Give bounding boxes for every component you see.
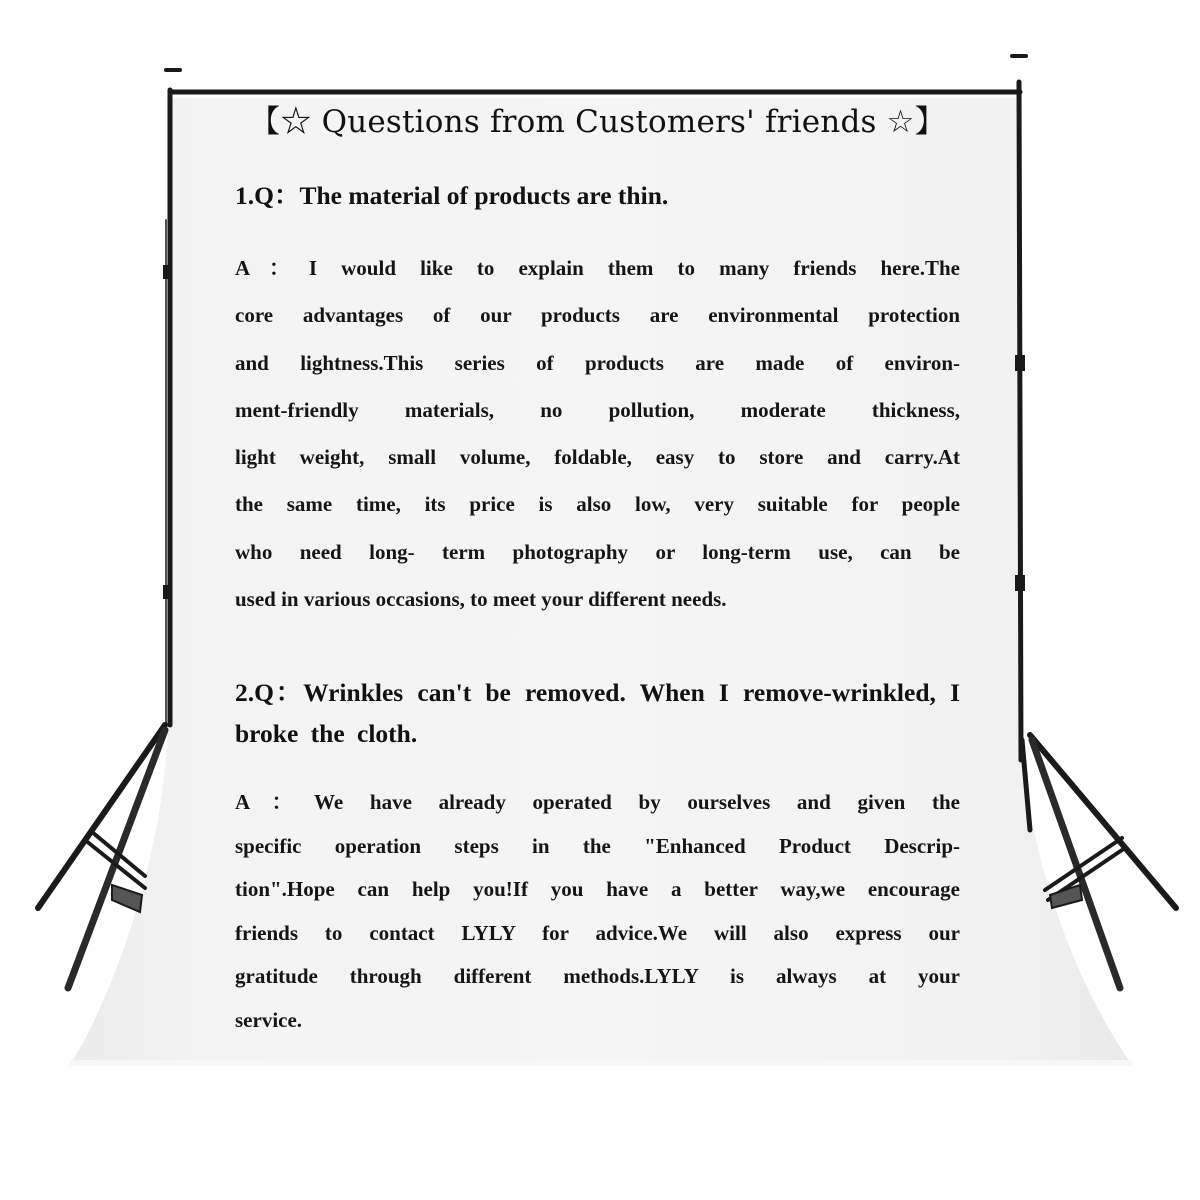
answer-2-line: service.	[235, 1007, 303, 1032]
answer-1-line: who need long- term photography or long-term use, can be	[235, 539, 960, 564]
answer-1-line: light weight, small volume, foldable, easy to store and carry.At	[235, 445, 960, 470]
answer-1-line: and lightness.This series of products are made of environ-	[235, 350, 960, 375]
answer-2-line: gratitude through different methods.LYLY is always at your	[235, 964, 960, 989]
answer-1-line: core advantages of our products are environmental protection	[235, 303, 960, 328]
answer-2-line: A：We have already operated by ourselves and given the	[235, 790, 960, 814]
answer-1-line: the same time, its price is also low, very suitable for people	[235, 492, 960, 517]
question-1: 1.Q：The material of products are thin.	[235, 181, 669, 210]
answer-1-line: ment-friendly materials, no pollution, moderate thickness,	[235, 397, 960, 422]
answer-2-line: specific operation steps in the "Enhanced Product Descrip-	[235, 833, 960, 858]
answer-2-line: friends to contact LYLY for advice.We will also express our	[235, 920, 960, 945]
answer-2-line: tion".Hope can help you!If you have a better way,we encourage	[235, 877, 960, 902]
answer-2	[235, 781, 960, 1043]
answer-1	[235, 245, 960, 623]
answer-1-line: A：I would like to explain them to many friends here.The	[235, 256, 960, 280]
faq-title: 【☆ Questions from Customers' friends ☆】	[249, 104, 946, 140]
answer-1-line: used in various occasions, to meet your different needs.	[235, 587, 727, 612]
question-2: 2.Q：Wrinkles can't be removed. When I remove-wrinkled, I broke the cloth.	[235, 678, 960, 748]
